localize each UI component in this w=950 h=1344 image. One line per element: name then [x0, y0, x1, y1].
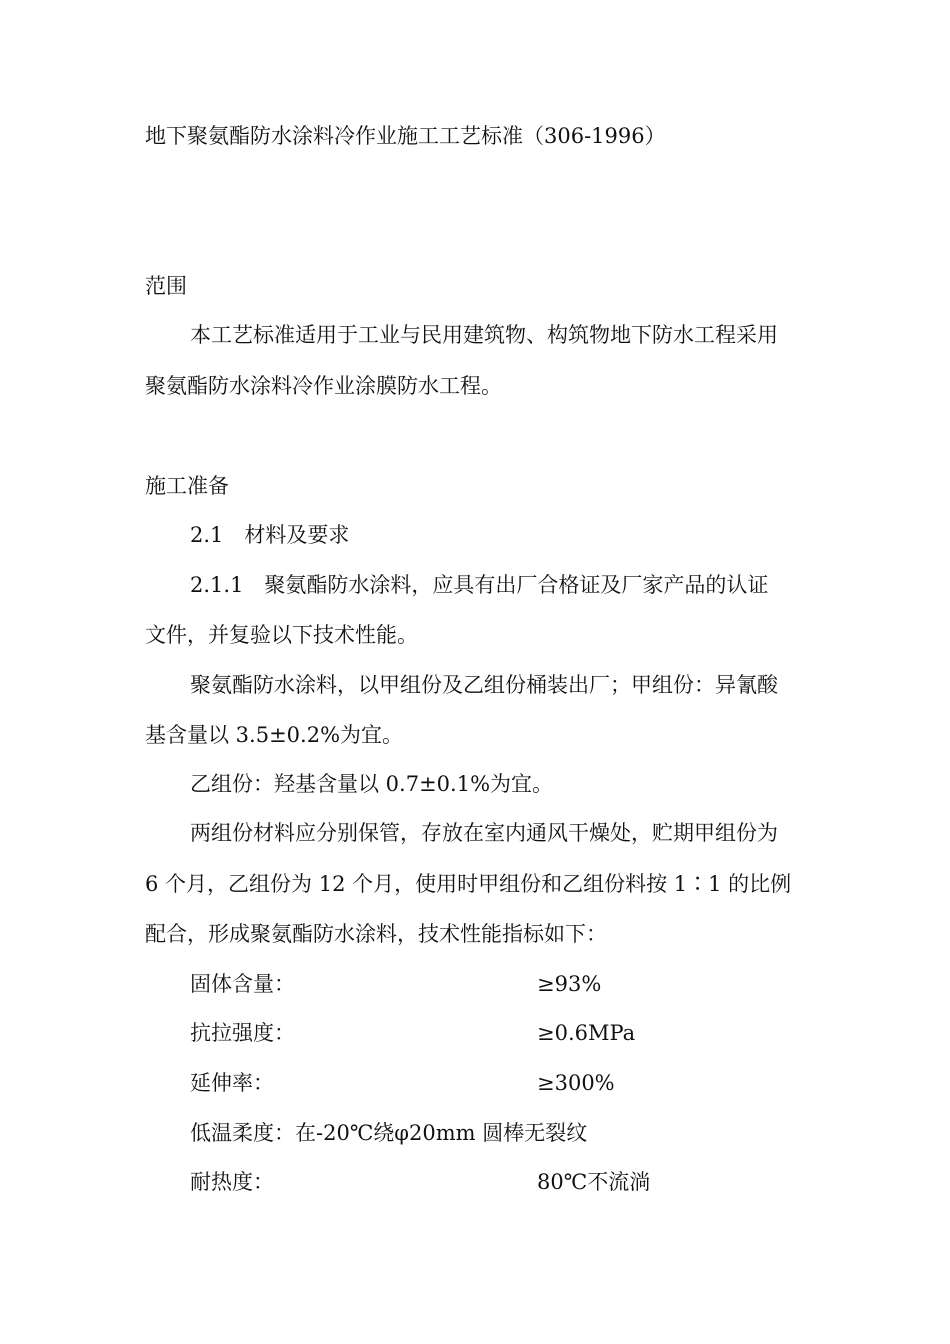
spec-row	[190, 1119, 790, 1147]
spec-label: 耐热度：	[190, 1170, 274, 1194]
section-heading-preparation: 施工准备	[145, 474, 229, 498]
spec-row	[190, 1168, 790, 1196]
spec-value: ≥300%	[537, 1071, 615, 1095]
spec-value: ≥0.6MPa	[537, 1021, 636, 1045]
spec-value: ≥93%	[537, 972, 602, 996]
paragraph-a-line-2: 基含量以 3.5±0.2%为宜。	[145, 723, 404, 747]
document-title: 地下聚氨酯防水涂料冷作业施工工艺标准（306-1996）	[145, 124, 666, 148]
subsection-2-1-1-line-1: 2.1.1 聚氨酯防水涂料，应具有出厂合格证及厂家产品的认证	[190, 573, 769, 597]
spec-label: 低温柔度：在-20℃绕φ20mm 圆棒无裂纹	[190, 1121, 588, 1145]
paragraph-a-line-1: 聚氨酯防水涂料，以甲组份及乙组份桶装出厂；甲组份：异氰酸	[190, 673, 778, 697]
spec-row	[190, 1019, 790, 1047]
section-heading-scope: 范围	[145, 274, 187, 298]
spec-label: 抗拉强度：	[190, 1021, 295, 1045]
spec-label: 固体含量：	[190, 972, 295, 996]
spec-row	[190, 970, 790, 998]
spec-label: 延伸率：	[190, 1071, 274, 1095]
paragraph-c-line-2: 6 个月，乙组份为 12 个月，使用时甲组份和乙组份料按 1∶1 的比例	[145, 872, 792, 896]
spec-row	[190, 1069, 790, 1097]
paragraph-c-line-1: 两组份材料应分别保管，存放在室内通风干燥处，贮期甲组份为	[190, 821, 778, 845]
scope-paragraph-line-1: 本工艺标准适用于工业与民用建筑物、构筑物地下防水工程采用	[190, 323, 778, 347]
subsection-2-1: 2.1 材料及要求	[190, 523, 350, 547]
paragraph-b: 乙组份：羟基含量以 0.7±0.1%为宜。	[190, 772, 554, 796]
paragraph-c-line-3: 配合，形成聚氨酯防水涂料，技术性能指标如下：	[145, 922, 607, 946]
scope-paragraph-line-2: 聚氨酯防水涂料冷作业涂膜防水工程。	[145, 374, 502, 398]
spec-value: 80℃不流淌	[537, 1170, 651, 1194]
subsection-2-1-1-line-2: 文件，并复验以下技术性能。	[145, 623, 418, 647]
